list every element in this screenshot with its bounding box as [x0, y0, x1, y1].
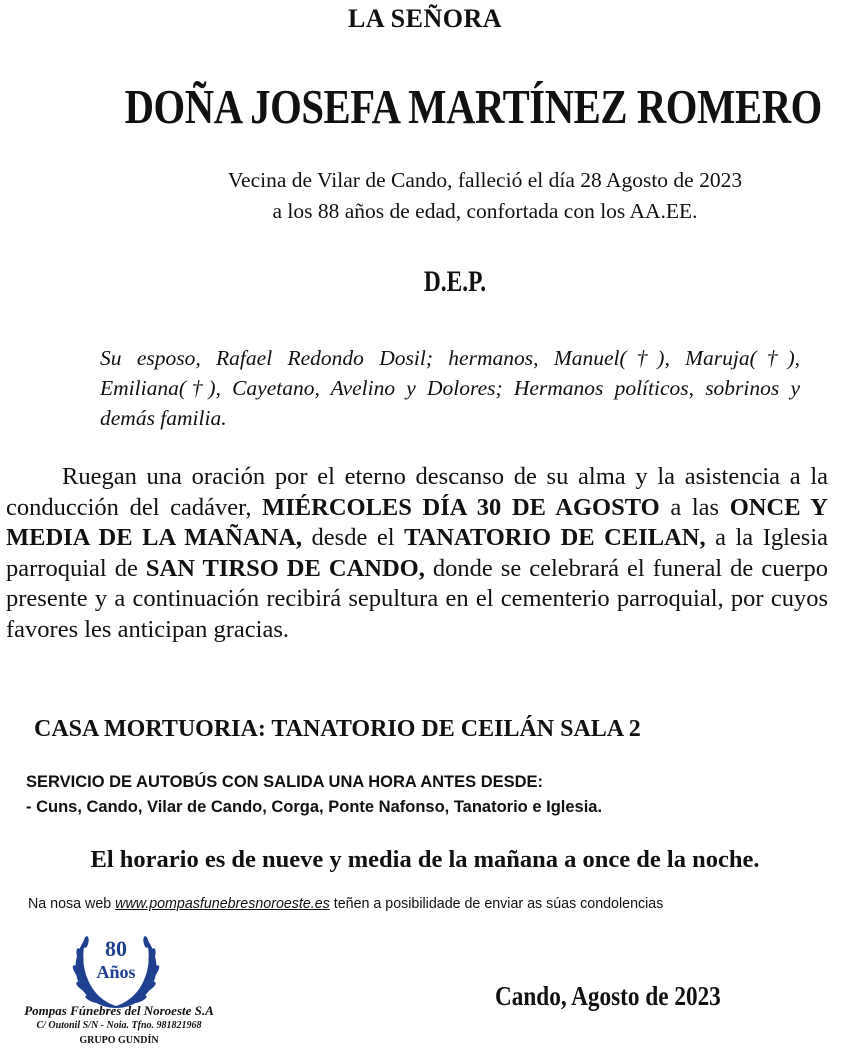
- age-line: a los 88 años de edad, confortada con los AA.EE.: [272, 199, 698, 223]
- company-group: GRUPO GUNDÍN: [79, 1035, 159, 1046]
- body-text-2: a las: [659, 493, 730, 521]
- honorific-heading: LA SEÑORA: [347, 4, 503, 33]
- body-text-1: Ruegan una oración por el eterno descanso de su alma y la asistencia a la conducción del cadáver,: [6, 463, 828, 521]
- company-logo: [4, 918, 226, 1050]
- body-text-3: desde el: [302, 524, 405, 551]
- body-text-4: a la Iglesia parroquial de: [6, 524, 829, 582]
- bus-service-block: [26, 770, 602, 820]
- church-name: SAN TIRSO DE CANDO,: [145, 554, 425, 582]
- schedule-line: El horario es de nueve y media de la mañana a once de la noche.: [90, 846, 760, 873]
- residence-death-date-line: Vecina de Vilar de Cando, falleció el día 28 Agosto de 2023: [227, 168, 743, 192]
- deceased-name: DOÑA JOSEFA MARTÍNEZ ROMERO: [124, 79, 822, 134]
- departure-place: TANATORIO DE CEILAN,: [404, 524, 706, 551]
- badge-number: 80: [105, 936, 127, 961]
- company-address: C/ Outonil S/N - Noia. Tfno. 981821968: [36, 1020, 202, 1031]
- badge-word: Años: [96, 962, 136, 982]
- body-text-5: donde se celebrará el funeral de cuerpo presente y a continuación recibirá sepultura en el cementerio parroquial, por cuyos favores les anticipan gracias.: [6, 554, 828, 643]
- website-link[interactable]: www.pompasfunebresnoroeste.es: [115, 895, 330, 912]
- laurel-wreath-icon: [66, 922, 166, 1012]
- web-prefix: Na nosa web: [28, 895, 116, 912]
- web-condolences-line: [28, 895, 663, 912]
- place-date: Cando, Agosto de 2023: [495, 981, 721, 1011]
- family-paragraph: Su esposo, Rafael Redondo Dosil; hermanos, Manuel(†), Maruja(†), Emiliana(†), Cayetano, Avelino y Dolores; Hermanos políticos, sobrinos y demás familia.: [100, 346, 800, 430]
- funeral-date: MIÉRCOLES DÍA 30 DE AGOSTO: [262, 493, 660, 521]
- dep-heading: D.E.P.: [423, 265, 487, 298]
- web-suffix: teñen a posibilidade de enviar as súas condolencias: [329, 895, 664, 912]
- funeral-details-paragraph: [6, 462, 828, 645]
- bus-service-stops: - Cuns, Cando, Vilar de Cando, Corga, Ponte Nafonso, Tanatorio e Iglesia.: [26, 798, 603, 816]
- casa-mortuoria-line: CASA MORTUORIA: TANATORIO DE CEILÁN SALA 2: [34, 716, 641, 742]
- funeral-time: ONCE Y MEDIA DE LA MAÑANA,: [6, 493, 828, 551]
- company-name: Pompas Fúnebres del Noroeste S.A: [24, 1003, 214, 1018]
- bus-service-heading: SERVICIO DE AUTOBÚS CON SALIDA UNA HORA ANTES DESDE:: [26, 773, 544, 791]
